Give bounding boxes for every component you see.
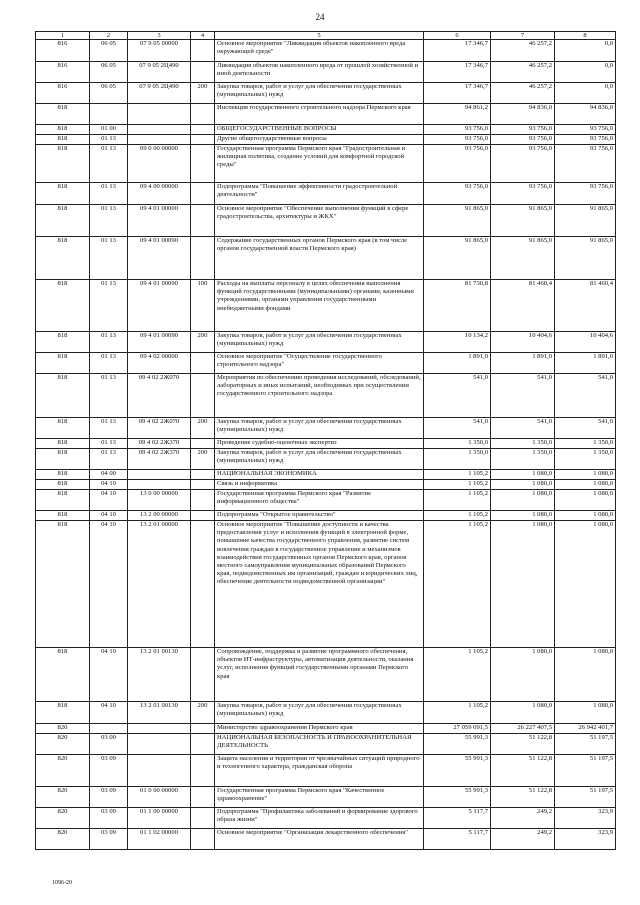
expense-type-cell: [191, 439, 215, 449]
amount-col6-cell: 93 756,0: [424, 183, 491, 205]
table-row: [36, 787, 616, 808]
amount-col7-cell: 93 756,0: [491, 135, 555, 145]
amount-col6-cell: 5 117,7: [424, 808, 491, 829]
ministry-code-cell: 818: [36, 470, 90, 480]
expense-type-cell: [191, 40, 215, 62]
amount-col7-cell: 1 080,0: [491, 470, 555, 480]
table-row: [36, 755, 616, 787]
table-row: [36, 145, 616, 183]
section-code-cell: 01 13: [90, 374, 128, 418]
amount-col8-cell: 93 756,0: [555, 145, 616, 183]
amount-col8-cell: 1 080,0: [555, 648, 616, 702]
target-article-cell: 07 9 05 00000: [128, 40, 191, 62]
table-row: [36, 374, 616, 418]
section-code-cell: 03 09: [90, 829, 128, 850]
amount-col7-cell: 94 836,0: [491, 104, 555, 125]
expense-type-cell: [191, 490, 215, 511]
section-code-cell: 06 05: [90, 62, 128, 83]
section-code-cell: 03 09: [90, 755, 128, 787]
ministry-code-cell: 818: [36, 205, 90, 237]
expense-type-cell: [191, 511, 215, 521]
section-code-cell: 01 13: [90, 145, 128, 183]
table-row: [36, 470, 616, 480]
ministry-code-cell: 818: [36, 418, 90, 439]
table-row: [36, 808, 616, 829]
amount-col6-cell: 10 134,2: [424, 332, 491, 353]
target-article-cell: 13 0 00 00000: [128, 490, 191, 511]
amount-col6-cell: 17 346,7: [424, 40, 491, 62]
expense-type-cell: [191, 787, 215, 808]
item-name-cell: Закупка товаров, работ и услуг для обеспечения государственных (муниципальных) нужд: [215, 83, 424, 104]
expense-type-cell: [191, 648, 215, 702]
target-article-cell: [128, 755, 191, 787]
ministry-code-cell: 818: [36, 521, 90, 648]
amount-col7-cell: 93 756,0: [491, 125, 555, 135]
item-name-cell: Подпрограмма "Повышение эффективности градостроительной деятельности": [215, 183, 424, 205]
amount-col6-cell: 1 105,2: [424, 648, 491, 702]
section-code-cell: 01 13: [90, 237, 128, 280]
amount-col6-cell: 81 730,8: [424, 280, 491, 332]
amount-col6-cell: 1 105,2: [424, 511, 491, 521]
ministry-code-cell: 820: [36, 829, 90, 850]
expense-type-cell: [191, 521, 215, 648]
section-code-cell: [90, 104, 128, 125]
amount-col6-cell: 55 991,3: [424, 734, 491, 755]
amount-col8-cell: 26 942 401,7: [555, 724, 616, 734]
amount-col8-cell: 323,9: [555, 808, 616, 829]
target-article-cell: [128, 104, 191, 125]
amount-col7-cell: 1 350,0: [491, 439, 555, 449]
target-article-cell: 01 1 00 00000: [128, 808, 191, 829]
item-name-cell: НАЦИОНАЛЬНАЯ БЕЗОПАСНОСТЬ И ПРАВООХРАНИТЕЛЬНАЯ ДЕЯТЕЛЬНОСТЬ: [215, 734, 424, 755]
expense-type-cell: [191, 135, 215, 145]
target-article-cell: 13 2 01 00000: [128, 521, 191, 648]
amount-col7-cell: 541,0: [491, 374, 555, 418]
amount-col8-cell: 1 080,0: [555, 702, 616, 724]
item-name-cell: Основное мероприятие "Осуществление государственного строительного надзора": [215, 353, 424, 374]
target-article-cell: 07 9 05 2Ц490: [128, 83, 191, 104]
budget-table: [35, 31, 616, 850]
ministry-code-cell: 818: [36, 125, 90, 135]
ministry-code-cell: 818: [36, 449, 90, 470]
ministry-code-cell: 816: [36, 40, 90, 62]
item-name-cell: Министерство здравоохранения Пермского края: [215, 724, 424, 734]
expense-type-cell: [191, 734, 215, 755]
section-code-cell: 04 10: [90, 511, 128, 521]
section-code-cell: 01 13: [90, 135, 128, 145]
section-code-cell: 03 09: [90, 808, 128, 829]
target-article-cell: 09 4 01 00090: [128, 280, 191, 332]
item-name-cell: Мероприятия по обеспечению проведения исследований, обследований, лабораторных и иных испытаний, необходимых при осуществлении государственного строительного надзора: [215, 374, 424, 418]
amount-col7-cell: 10 404,6: [491, 332, 555, 353]
section-code-cell: 01 00: [90, 125, 128, 135]
target-article-cell: [128, 724, 191, 734]
table-row: [36, 183, 616, 205]
amount-col6-cell: 541,0: [424, 418, 491, 439]
section-code-cell: 01 13: [90, 205, 128, 237]
section-code-cell: 04 10: [90, 521, 128, 648]
expense-type-cell: [191, 104, 215, 125]
item-name-cell: Основное мероприятие "Ликвидация объектов накопленного вреда окружающей среде": [215, 40, 424, 62]
table-row: [36, 135, 616, 145]
amount-col7-cell: 1 080,0: [491, 648, 555, 702]
ministry-code-cell: 820: [36, 724, 90, 734]
section-code-cell: 03 09: [90, 787, 128, 808]
amount-col8-cell: 51 197,5: [555, 734, 616, 755]
ministry-code-cell: 820: [36, 808, 90, 829]
page-number: 24: [315, 12, 325, 22]
item-name-cell: Расходы на выплаты персоналу в целях обеспечения выполнения функций государственными (муниципальными) органами, казенными учреждениями, органами управления государственными внебюджетными фондами: [215, 280, 424, 332]
amount-col7-cell: 1 080,0: [491, 511, 555, 521]
target-article-cell: 09 4 02 2Ж070: [128, 418, 191, 439]
item-name-cell: Содержание государственных органов Пермского края (в том числе органов государственной власти Пермского края): [215, 237, 424, 280]
item-name-cell: Проведение судебно-оценочных экспертиз: [215, 439, 424, 449]
ministry-code-cell: 818: [36, 702, 90, 724]
table-row: [36, 280, 616, 332]
amount-col7-cell: 93 756,0: [491, 145, 555, 183]
target-article-cell: 13 2 01 00130: [128, 702, 191, 724]
item-name-cell: Закупка товаров, работ и услуг для обеспечения государственных (муниципальных) нужд: [215, 702, 424, 724]
target-article-cell: [128, 734, 191, 755]
amount-col6-cell: 91 865,0: [424, 237, 491, 280]
table-row: [36, 648, 616, 702]
section-code-cell: 01 13: [90, 439, 128, 449]
amount-col7-cell: 1 080,0: [491, 480, 555, 490]
amount-col6-cell: 55 991,3: [424, 787, 491, 808]
section-code-cell: 01 13: [90, 332, 128, 353]
ministry-code-cell: 818: [36, 490, 90, 511]
header-cell: 8: [555, 32, 616, 40]
ministry-code-cell: 818: [36, 104, 90, 125]
amount-col8-cell: 93 756,0: [555, 183, 616, 205]
target-article-cell: 07 9 05 2Ц490: [128, 62, 191, 83]
amount-col7-cell: 51 122,8: [491, 755, 555, 787]
amount-col7-cell: 91 865,0: [491, 205, 555, 237]
item-name-cell: НАЦИОНАЛЬНАЯ ЭКОНОМИКА: [215, 470, 424, 480]
amount-col8-cell: 0,0: [555, 40, 616, 62]
amount-col8-cell: 0,0: [555, 62, 616, 83]
expense-type-cell: 200: [191, 83, 215, 104]
table-row: [36, 521, 616, 648]
target-article-cell: 09 4 02 00000: [128, 353, 191, 374]
amount-col8-cell: 10 404,6: [555, 332, 616, 353]
target-article-cell: 01 1 02 00000: [128, 829, 191, 850]
header-cell: 1: [36, 32, 90, 40]
amount-col7-cell: 1 080,0: [491, 702, 555, 724]
section-code-cell: 01 13: [90, 418, 128, 439]
item-name-cell: Закупка товаров, работ и услуг для обеспечения государственных (муниципальных) нужд: [215, 449, 424, 470]
table-row: [36, 439, 616, 449]
amount-col7-cell: 51 122,8: [491, 734, 555, 755]
item-name-cell: Государственная программа Пермского края "Градостроительная и жилищная политика, создание условий для комфортной городской среды": [215, 145, 424, 183]
table-row: [36, 40, 616, 62]
amount-col7-cell: 26 227 407,5: [491, 724, 555, 734]
amount-col8-cell: 1 080,0: [555, 470, 616, 480]
amount-col7-cell: 93 756,0: [491, 183, 555, 205]
amount-col7-cell: 249,2: [491, 808, 555, 829]
amount-col8-cell: 1 350,0: [555, 439, 616, 449]
item-name-cell: Государственная программа Пермского края "Развитие информационного общества": [215, 490, 424, 511]
target-article-cell: 09 4 02 2Ж070: [128, 374, 191, 418]
target-article-cell: [128, 135, 191, 145]
expense-type-cell: [191, 724, 215, 734]
table-row: [36, 205, 616, 237]
target-article-cell: 13 2 00 00000: [128, 511, 191, 521]
table-row: [36, 62, 616, 83]
item-name-cell: Закупка товаров, работ и услуг для обеспечения государственных (муниципальных) нужд: [215, 418, 424, 439]
ministry-code-cell: 816: [36, 83, 90, 104]
footer-code: 1096-20: [52, 880, 72, 886]
expense-type-cell: [191, 62, 215, 83]
amount-col8-cell: 1 080,0: [555, 480, 616, 490]
amount-col7-cell: 541,0: [491, 418, 555, 439]
amount-col6-cell: 93 756,0: [424, 145, 491, 183]
amount-col8-cell: 1 080,0: [555, 490, 616, 511]
target-article-cell: 09 4 01 00000: [128, 205, 191, 237]
expense-type-cell: [191, 480, 215, 490]
section-code-cell: 06 05: [90, 83, 128, 104]
table-row: [36, 449, 616, 470]
target-article-cell: 09 4 01 00090: [128, 237, 191, 280]
item-name-cell: Основное мероприятие "Повышение доступности и качества предоставления услуг и исполнения функций в электронной форме, повышение качества государственного управления, развитие систем вовлечения граждан в государственное управление и механизмов взаимодействия государственных органов Пермского края, органов местного самоуправления муниципальных образований Пермского края, подведомственных им организаций, граждан и юридических лиц, обеспечение деятельности подведомственной организации": [215, 521, 424, 648]
item-name-cell: Инспекция государственного строительного надзора Пермского края: [215, 104, 424, 125]
amount-col8-cell: 1 891,0: [555, 353, 616, 374]
table-row: [36, 724, 616, 734]
item-name-cell: Ликвидация объектов накопленного вреда от прошлой хозяйственной и иной деятельности: [215, 62, 424, 83]
ministry-code-cell: 818: [36, 511, 90, 521]
amount-col6-cell: 1 350,0: [424, 439, 491, 449]
amount-col6-cell: 1 350,0: [424, 449, 491, 470]
header-cell: 5: [215, 32, 424, 40]
ministry-code-cell: 818: [36, 353, 90, 374]
ministry-code-cell: 818: [36, 480, 90, 490]
ministry-code-cell: 820: [36, 755, 90, 787]
amount-col7-cell: 1 080,0: [491, 521, 555, 648]
item-name-cell: Государственная программа Пермского края "Качественное здравоохранение": [215, 787, 424, 808]
item-name-cell: Основное мероприятие "Организация лекарственного обеспечения": [215, 829, 424, 850]
amount-col7-cell: 46 257,2: [491, 40, 555, 62]
header-cell: 3: [128, 32, 191, 40]
expense-type-cell: [191, 353, 215, 374]
expense-type-cell: [191, 374, 215, 418]
ministry-code-cell: 818: [36, 280, 90, 332]
ministry-code-cell: 818: [36, 374, 90, 418]
item-name-cell: Закупка товаров, работ и услуг для обеспечения государственных (муниципальных) нужд: [215, 332, 424, 353]
expense-type-cell: [191, 205, 215, 237]
amount-col7-cell: 1 350,0: [491, 449, 555, 470]
ministry-code-cell: 820: [36, 734, 90, 755]
amount-col8-cell: 1 080,0: [555, 521, 616, 648]
header-cell: 2: [90, 32, 128, 40]
amount-col8-cell: 541,0: [555, 418, 616, 439]
ministry-code-cell: 818: [36, 439, 90, 449]
target-article-cell: 09 4 00 00000: [128, 183, 191, 205]
amount-col6-cell: 1 105,2: [424, 521, 491, 648]
table-row: [36, 237, 616, 280]
target-article-cell: 09 4 02 2Ж370: [128, 449, 191, 470]
target-article-cell: [128, 125, 191, 135]
amount-col8-cell: 323,9: [555, 829, 616, 850]
section-code-cell: 04 10: [90, 702, 128, 724]
target-article-cell: [128, 480, 191, 490]
amount-col8-cell: 94 836,0: [555, 104, 616, 125]
table-body: [36, 32, 616, 850]
table-row: [36, 490, 616, 511]
item-name-cell: Защита населения и территории от чрезвычайных ситуаций природного и техногенного характера, гражданская оборона: [215, 755, 424, 787]
expense-type-cell: [191, 145, 215, 183]
table-row: [36, 353, 616, 374]
section-code-cell: 04 10: [90, 648, 128, 702]
amount-col6-cell: 541,0: [424, 374, 491, 418]
table-row: [36, 480, 616, 490]
amount-col6-cell: 17 346,7: [424, 62, 491, 83]
target-article-cell: [128, 470, 191, 480]
table-row: [36, 702, 616, 724]
item-name-cell: Связь и информатика: [215, 480, 424, 490]
amount-col6-cell: 1 891,0: [424, 353, 491, 374]
amount-col6-cell: 17 346,7: [424, 83, 491, 104]
amount-col6-cell: 94 861,2: [424, 104, 491, 125]
expense-type-cell: [191, 470, 215, 480]
amount-col7-cell: 81 460,4: [491, 280, 555, 332]
ministry-code-cell: 818: [36, 332, 90, 353]
expense-type-cell: [191, 808, 215, 829]
expense-type-cell: 200: [191, 702, 215, 724]
amount-col8-cell: 91 865,0: [555, 237, 616, 280]
item-name-cell: Основное мероприятие "Обеспечение выполнения функций в сфере градостроительства, архитектуры и ЖКХ": [215, 205, 424, 237]
expense-type-cell: 100: [191, 280, 215, 332]
amount-col6-cell: 93 756,0: [424, 135, 491, 145]
amount-col7-cell: 1 080,0: [491, 490, 555, 511]
header-cell: 6: [424, 32, 491, 40]
amount-col8-cell: 51 197,5: [555, 787, 616, 808]
ministry-code-cell: 820: [36, 787, 90, 808]
header-row: [36, 32, 616, 40]
table-row: [36, 125, 616, 135]
amount-col7-cell: 1 891,0: [491, 353, 555, 374]
amount-col7-cell: 91 865,0: [491, 237, 555, 280]
amount-col7-cell: 46 257,2: [491, 62, 555, 83]
amount-col6-cell: 91 865,0: [424, 205, 491, 237]
amount-col8-cell: 93 756,0: [555, 135, 616, 145]
amount-col8-cell: 51 197,5: [555, 755, 616, 787]
amount-col6-cell: 1 105,2: [424, 490, 491, 511]
item-name-cell: Подпрограмма "Открытое правительство": [215, 511, 424, 521]
ministry-code-cell: 816: [36, 62, 90, 83]
section-code-cell: 04 10: [90, 490, 128, 511]
table-row: [36, 829, 616, 850]
expense-type-cell: 200: [191, 449, 215, 470]
item-name-cell: ОБЩЕГОСУДАРСТВЕННЫЕ ВОПРОСЫ: [215, 125, 424, 135]
ministry-code-cell: 818: [36, 648, 90, 702]
table-row: [36, 83, 616, 104]
section-code-cell: 01 13: [90, 280, 128, 332]
section-code-cell: 03 00: [90, 734, 128, 755]
amount-col6-cell: 5 117,7: [424, 829, 491, 850]
amount-col7-cell: 249,2: [491, 829, 555, 850]
table-row: [36, 332, 616, 353]
section-code-cell: 06 05: [90, 40, 128, 62]
amount-col6-cell: 1 105,2: [424, 702, 491, 724]
header-cell: 4: [191, 32, 215, 40]
section-code-cell: [90, 724, 128, 734]
table-row: [36, 104, 616, 125]
ministry-code-cell: 818: [36, 135, 90, 145]
ministry-code-cell: 818: [36, 145, 90, 183]
amount-col8-cell: 1 080,0: [555, 511, 616, 521]
amount-col8-cell: 93 756,0: [555, 125, 616, 135]
section-code-cell: 01 13: [90, 353, 128, 374]
ministry-code-cell: 818: [36, 237, 90, 280]
expense-type-cell: [191, 125, 215, 135]
expense-type-cell: [191, 183, 215, 205]
target-article-cell: 01 0 00 00000: [128, 787, 191, 808]
table-row: [36, 734, 616, 755]
target-article-cell: 09 0 00 00000: [128, 145, 191, 183]
item-name-cell: Подпрограмма "Профилактика заболеваний и формирование здорового образа жизни": [215, 808, 424, 829]
item-name-cell: Другие общегосударственные вопросы: [215, 135, 424, 145]
target-article-cell: 13 2 01 00130: [128, 648, 191, 702]
table-row: [36, 418, 616, 439]
amount-col7-cell: 46 257,2: [491, 83, 555, 104]
expense-type-cell: [191, 237, 215, 280]
amount-col8-cell: 81 460,4: [555, 280, 616, 332]
amount-col8-cell: 0,0: [555, 83, 616, 104]
expense-type-cell: [191, 755, 215, 787]
header-cell: 7: [491, 32, 555, 40]
expense-type-cell: 200: [191, 418, 215, 439]
amount-col6-cell: 1 105,2: [424, 470, 491, 480]
expense-type-cell: 200: [191, 332, 215, 353]
section-code-cell: 04 10: [90, 480, 128, 490]
expense-type-cell: [191, 829, 215, 850]
amount-col6-cell: 27 059 091,5: [424, 724, 491, 734]
section-code-cell: 01 13: [90, 183, 128, 205]
amount-col6-cell: 93 756,0: [424, 125, 491, 135]
target-article-cell: 09 4 02 2Ж370: [128, 439, 191, 449]
amount-col6-cell: 55 991,3: [424, 755, 491, 787]
ministry-code-cell: 818: [36, 183, 90, 205]
section-code-cell: 04 00: [90, 470, 128, 480]
target-article-cell: 09 4 01 00090: [128, 332, 191, 353]
amount-col7-cell: 51 122,8: [491, 787, 555, 808]
amount-col8-cell: 91 865,0: [555, 205, 616, 237]
section-code-cell: 01 13: [90, 449, 128, 470]
amount-col8-cell: 1 350,0: [555, 449, 616, 470]
item-name-cell: Сопровождение, поддержка и развитие программного обеспечения, объектов ИТ-инфраструктуры, автоматизация деятельности, оказания услуг, исполнения функций государственными органами Пермского края: [215, 648, 424, 702]
amount-col8-cell: 541,0: [555, 374, 616, 418]
amount-col6-cell: 1 105,2: [424, 480, 491, 490]
table-row: [36, 511, 616, 521]
